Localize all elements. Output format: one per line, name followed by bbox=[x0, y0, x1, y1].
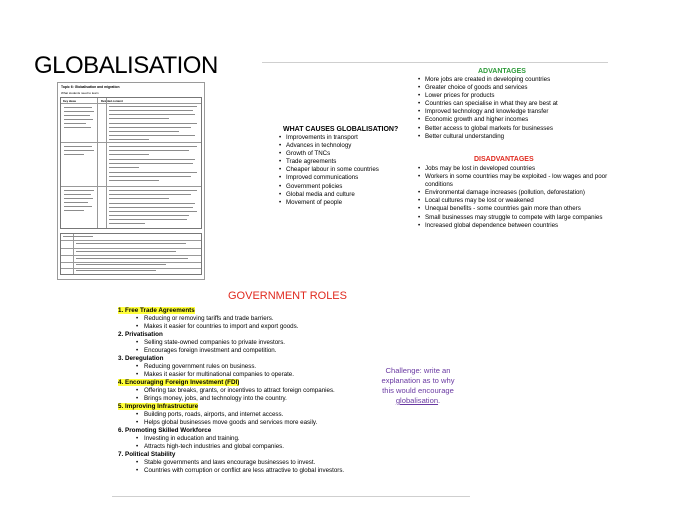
government-roles-heading: GOVERNMENT ROLES bbox=[228, 290, 347, 302]
advantage-item: • Countries can specialise in what they are best at bbox=[416, 100, 606, 108]
cause-item: • Growth of TNCs bbox=[277, 150, 407, 158]
government-role-label: 4. Encouraging Foreign Investment (FDI) bbox=[118, 379, 240, 386]
disadvantage-item: • Unequal benefits - some countries gain more than others bbox=[416, 205, 608, 213]
section-divider-bottom bbox=[112, 496, 470, 497]
challenge-note bbox=[375, 366, 461, 406]
section-divider bbox=[262, 62, 608, 63]
advantage-item: • Greater choice of goods and services bbox=[416, 84, 606, 92]
government-role-point: • Selling state-owned companies to private investors. bbox=[135, 339, 472, 347]
government-role-point: • Encourages foreign investment and competition. bbox=[135, 347, 472, 355]
government-role-points bbox=[112, 339, 472, 355]
cause-item: • Movement of people bbox=[277, 199, 407, 207]
disadvantages-heading: DISADVANTAGES bbox=[474, 156, 534, 163]
government-role-point: • Attracts high-tech industries and global companies. bbox=[135, 443, 472, 451]
government-role-label: 2. Privatisation bbox=[118, 331, 163, 338]
disadvantage-item: • Jobs may be lost in developed countries bbox=[416, 165, 608, 173]
advantages-list bbox=[416, 76, 606, 141]
disadvantage-item: • Workers in some countries may be exploited - low wages and poor conditions bbox=[416, 173, 608, 189]
disadvantage-item: • Increased global dependence between countries bbox=[416, 222, 608, 230]
government-role-label: 6. Promoting Skilled Workforce bbox=[118, 427, 212, 434]
cause-item: • Improved communications bbox=[277, 174, 407, 182]
cause-item: • Global media and culture bbox=[277, 191, 407, 199]
advantage-item: • Improved technology and knowledge transfer bbox=[416, 108, 606, 116]
disadvantages-list bbox=[416, 165, 608, 230]
government-role-point: • Brings money, jobs, and technology into the country. bbox=[135, 395, 472, 403]
cause-item: • Trade agreements bbox=[277, 158, 407, 166]
government-role-label: 5. Improving Infrastructure bbox=[118, 403, 199, 410]
spec-skills-table bbox=[60, 233, 202, 275]
government-role-heading bbox=[118, 307, 472, 315]
advantage-item: • Economic growth and higher incomes bbox=[416, 116, 606, 124]
disadvantage-item: • Environmental damage increases (pollution, deforestation) bbox=[416, 189, 608, 197]
spec-table bbox=[60, 97, 202, 229]
challenge-keyword: globalisation bbox=[395, 396, 439, 405]
disadvantage-item: • Small businesses may struggle to compete with large companies bbox=[416, 214, 608, 222]
government-role-points bbox=[112, 435, 472, 451]
government-role-point: • Makes it easier for countries to import and export goods. bbox=[135, 323, 472, 331]
cause-item: • Advances in technology bbox=[277, 142, 407, 150]
cause-item: • Government policies bbox=[277, 183, 407, 191]
government-role-label: 7. Political Stability bbox=[118, 451, 176, 458]
specification-document-image bbox=[57, 82, 205, 280]
government-role-point: • Offering tax breaks, grants, or incentives to attract foreign companies. bbox=[135, 387, 472, 395]
government-role-point: • Investing in education and training. bbox=[135, 435, 472, 443]
government-role-point: • Helps global businesses move goods and services more easily. bbox=[135, 419, 472, 427]
government-role-point: • Makes it easier for multinational companies to operate. bbox=[135, 371, 472, 379]
spec-col-detailed-content: Detailed content bbox=[101, 99, 123, 103]
spec-col-key-ideas: Key ideas bbox=[63, 99, 77, 103]
government-role-heading bbox=[118, 451, 472, 459]
government-role-points bbox=[112, 411, 472, 427]
government-role-point: • Building ports, roads, airports, and internet access. bbox=[135, 411, 472, 419]
page-title: GLOBALISATION bbox=[34, 52, 218, 79]
government-role-label: 1. Free Trade Agreements bbox=[118, 307, 195, 314]
causes-list bbox=[277, 134, 407, 207]
government-role-heading bbox=[118, 427, 472, 435]
spec-subheading: What students need to learn bbox=[61, 91, 99, 95]
challenge-end: . bbox=[438, 396, 441, 405]
challenge-text: Challenge: write an explanation as to why this would encourage bbox=[381, 366, 455, 395]
advantage-item: • Better cultural understanding bbox=[416, 133, 606, 141]
advantage-item: • Lower prices for products bbox=[416, 92, 606, 100]
government-role-point: • Stable governments and laws encourage businesses to invest. bbox=[135, 459, 472, 467]
government-role-points bbox=[112, 459, 472, 475]
government-role-points bbox=[112, 315, 472, 331]
government-role-label: 3. Deregulation bbox=[118, 355, 164, 362]
advantage-item: • Better access to global markets for businesses bbox=[416, 125, 606, 133]
government-role-heading bbox=[118, 331, 472, 339]
cause-item: • Improvements in transport bbox=[277, 134, 407, 142]
spec-heading: Topic 6: Globalisation and migration bbox=[61, 85, 120, 89]
government-role-heading bbox=[118, 355, 472, 363]
government-role-point: • Reducing or removing tariffs and trade barriers. bbox=[135, 315, 472, 323]
government-role-point: • Reducing government rules on business. bbox=[135, 363, 472, 371]
government-role-point: • Countries with corruption or conflict are less attractive to global investors. bbox=[135, 467, 472, 475]
advantage-item: • More jobs are created in developing countries bbox=[416, 76, 606, 84]
cause-item: • Cheaper labour in some countries bbox=[277, 166, 407, 174]
disadvantage-item: • Local cultures may be lost or weakened bbox=[416, 197, 608, 205]
advantages-heading: ADVANTAGES bbox=[478, 68, 526, 75]
causes-heading: WHAT CAUSES GLOBALISATION? bbox=[283, 126, 399, 133]
